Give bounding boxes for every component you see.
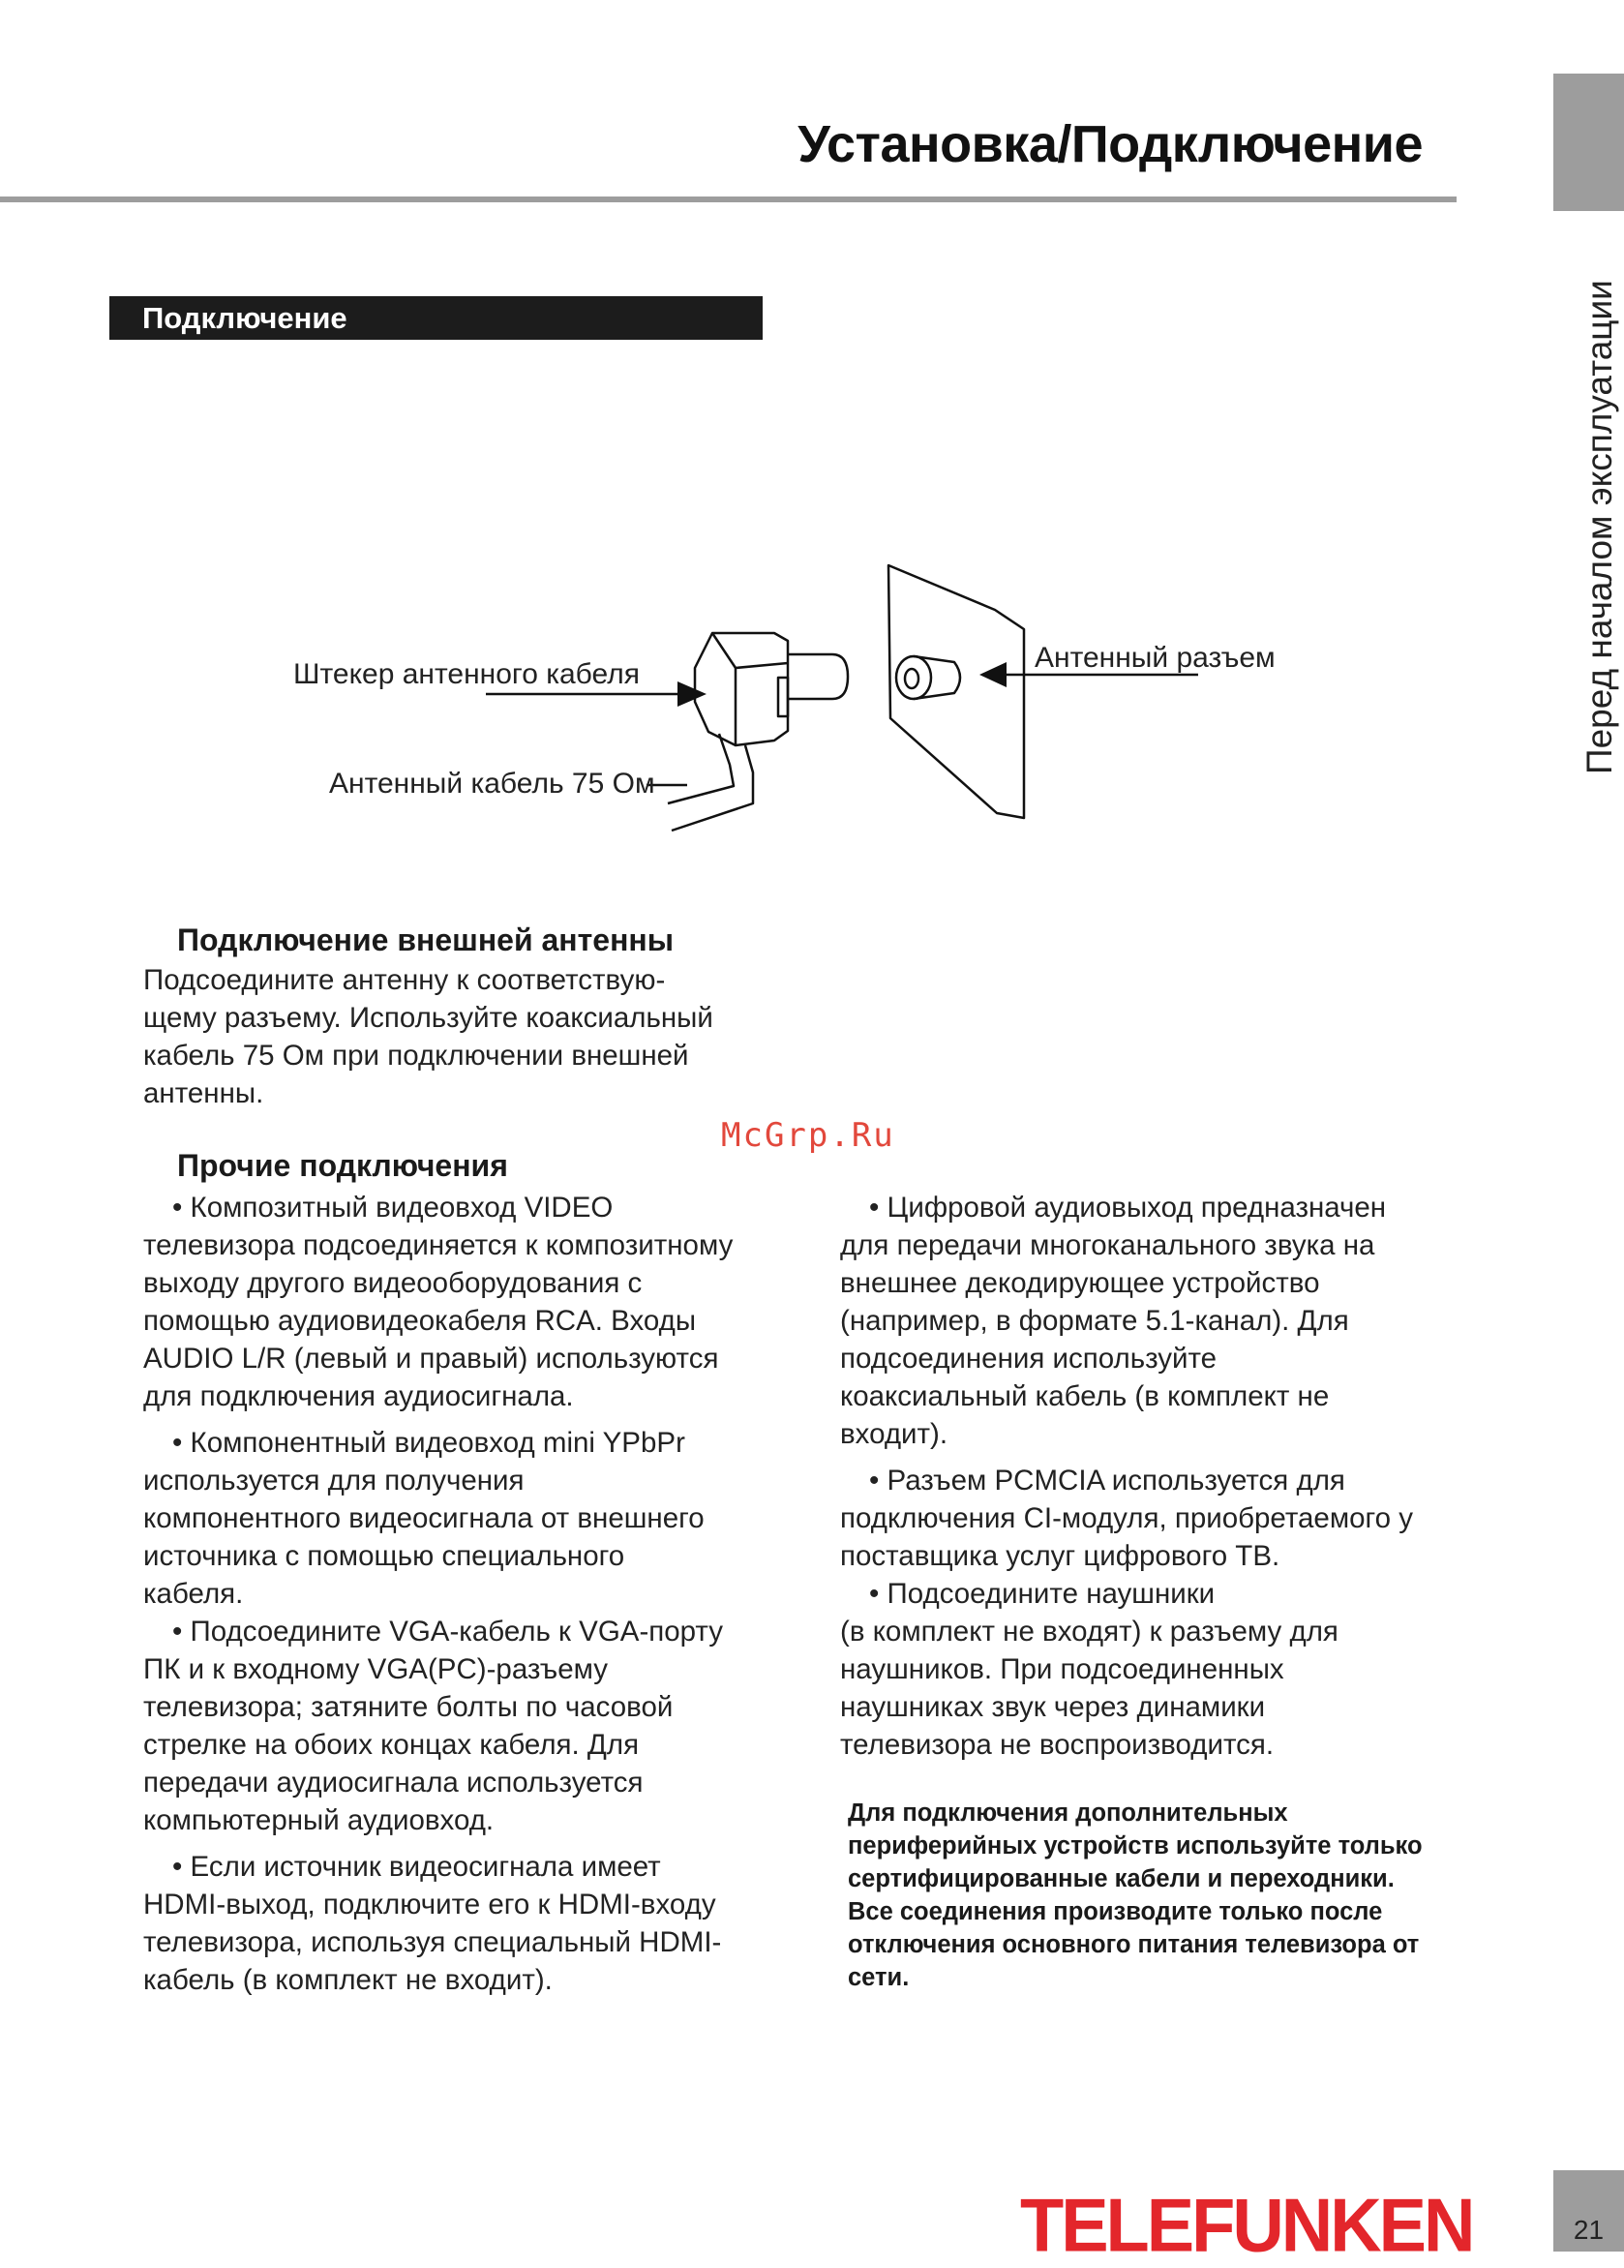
right-bullet-column xyxy=(840,1189,1498,1764)
text-line: телевизора не воспроизводится. xyxy=(840,1729,1275,1761)
text-line: телевизора; затяните болты по часовой xyxy=(143,1691,674,1723)
text-line: AUDIO L/R (левый и правый) используются xyxy=(143,1343,719,1375)
text-line: источника с помощью специального xyxy=(143,1540,625,1572)
text-line: ПК и к входному VGA(PC)-разъему xyxy=(143,1653,608,1685)
text-line: компьютерный аудиовход. xyxy=(143,1804,495,1836)
text-line: телевизора, используя специальный HDMI- xyxy=(143,1926,722,1958)
bullet-lead-line: • Цифровой аудиовыход предназначен xyxy=(869,1192,1387,1224)
bullet-item xyxy=(143,1189,821,1415)
bullet-item xyxy=(143,1613,821,1839)
cable-label: Антенный кабель 75 Ом xyxy=(329,768,655,800)
text-line: используется для получения xyxy=(143,1465,525,1497)
bullet-item xyxy=(840,1189,1498,1453)
plug-arrow-icon xyxy=(677,681,707,707)
text-line: компонентного видеосигнала от внешнего xyxy=(143,1502,705,1534)
antenna-connection-diagram xyxy=(0,0,1624,871)
text-line: наушниках звук через динамики xyxy=(840,1691,1266,1723)
antenna-plug-shape xyxy=(695,633,788,745)
text-line: наушников. При подсоединенных xyxy=(840,1653,1284,1685)
text-line: выходу другого видеооборудования с xyxy=(143,1267,643,1299)
text-line: стрелке на обоих концах кабеля. Для xyxy=(143,1729,640,1761)
text-line: поставщика услуг цифрового ТВ. xyxy=(840,1540,1280,1572)
text-line: передачи аудиосигнала используется xyxy=(143,1767,644,1799)
text-line: (в комплект не входят) к разъему для xyxy=(840,1616,1338,1648)
left-bullet-column xyxy=(143,1189,821,1999)
safety-note xyxy=(848,1797,1506,1994)
bullet-item xyxy=(840,1462,1498,1575)
watermark-text: McGrp.Ru xyxy=(721,1116,895,1155)
antenna-heading: Подключение внешней антенны xyxy=(177,922,675,957)
antenna-paragraph xyxy=(143,961,782,1112)
text-line: коаксиальный кабель (в комплект не xyxy=(840,1380,1330,1412)
text-line: внешнее декодирующее устройство xyxy=(840,1267,1320,1299)
bullet-lead-line: • Подсоедините VGA-кабель к VGA-порту xyxy=(172,1616,723,1648)
plug-label: Штекер антенного кабеля xyxy=(293,658,640,690)
text-line: кабеля. xyxy=(143,1578,244,1610)
bullet-item xyxy=(143,1424,821,1613)
section-header: Подключение xyxy=(109,296,763,340)
side-chapter-label: Перед началом эксплуатации xyxy=(1579,280,1619,774)
text-line: кабель (в комплект не входит). xyxy=(143,1964,553,1996)
text-line: отключения основного питания телевизора от xyxy=(848,1931,1420,1958)
antenna-socket-shape xyxy=(896,656,931,699)
text-line: помощью аудиовидеокабеля RCA. Входы xyxy=(143,1305,697,1337)
bullet-lead-line: • Если источник видеосигнала имеет xyxy=(172,1851,661,1883)
text-line: входит). xyxy=(840,1418,948,1450)
text-line: телевизора подсоединяется к композитному xyxy=(143,1229,734,1261)
bullet-item xyxy=(143,1848,821,1999)
socket-label: Антенный разъем xyxy=(1035,642,1276,674)
text-line: сети. xyxy=(848,1964,910,1991)
page-title: Установка/Подключение xyxy=(797,115,1423,173)
text-line: (например, в формате 5.1-канал). Для xyxy=(840,1305,1349,1337)
brand-logo: TELEFUNKEN xyxy=(1020,2183,1473,2268)
bullet-lead-line: • Подсоедините наушники xyxy=(869,1578,1216,1610)
text-line: подключения CI-модуля, приобретаемого у xyxy=(840,1502,1413,1534)
bullet-item xyxy=(840,1575,1498,1764)
text-line: периферийных устройств используйте только xyxy=(848,1832,1423,1860)
text-line: HDMI-выход, подключите его к HDMI-входу xyxy=(143,1889,716,1920)
text-line: для передачи многоканального звука на xyxy=(840,1229,1375,1261)
text-line: щему разъему. Используйте коаксиальный xyxy=(143,1002,713,1034)
page-number: 21 xyxy=(1573,2215,1605,2245)
bullet-lead-line: • Композитный видеовход VIDEO xyxy=(172,1192,614,1224)
text-line: подсоединения используйте xyxy=(840,1343,1218,1375)
bullet-lead-line: • Разъем PCMCIA используется для xyxy=(869,1465,1345,1497)
other-connections-heading: Прочие подключения xyxy=(177,1148,508,1183)
socket-arrow-icon xyxy=(979,662,1007,687)
text-line: Для подключения дополнительных xyxy=(848,1799,1288,1827)
text-line: кабель 75 Ом при подключении внешней xyxy=(143,1040,689,1072)
text-line: Все соединения производите только после xyxy=(848,1898,1383,1925)
antenna-cable-shape xyxy=(668,734,734,803)
text-line: антенны. xyxy=(143,1077,264,1109)
text-line: Подсоедините антенну к соответствую- xyxy=(143,964,666,996)
bullet-lead-line: • Компонентный видеовход mini YPbPr xyxy=(172,1427,685,1459)
text-line: сертифицированные кабели и переходники. xyxy=(848,1865,1395,1892)
text-line: для подключения аудиосигнала. xyxy=(143,1380,574,1412)
